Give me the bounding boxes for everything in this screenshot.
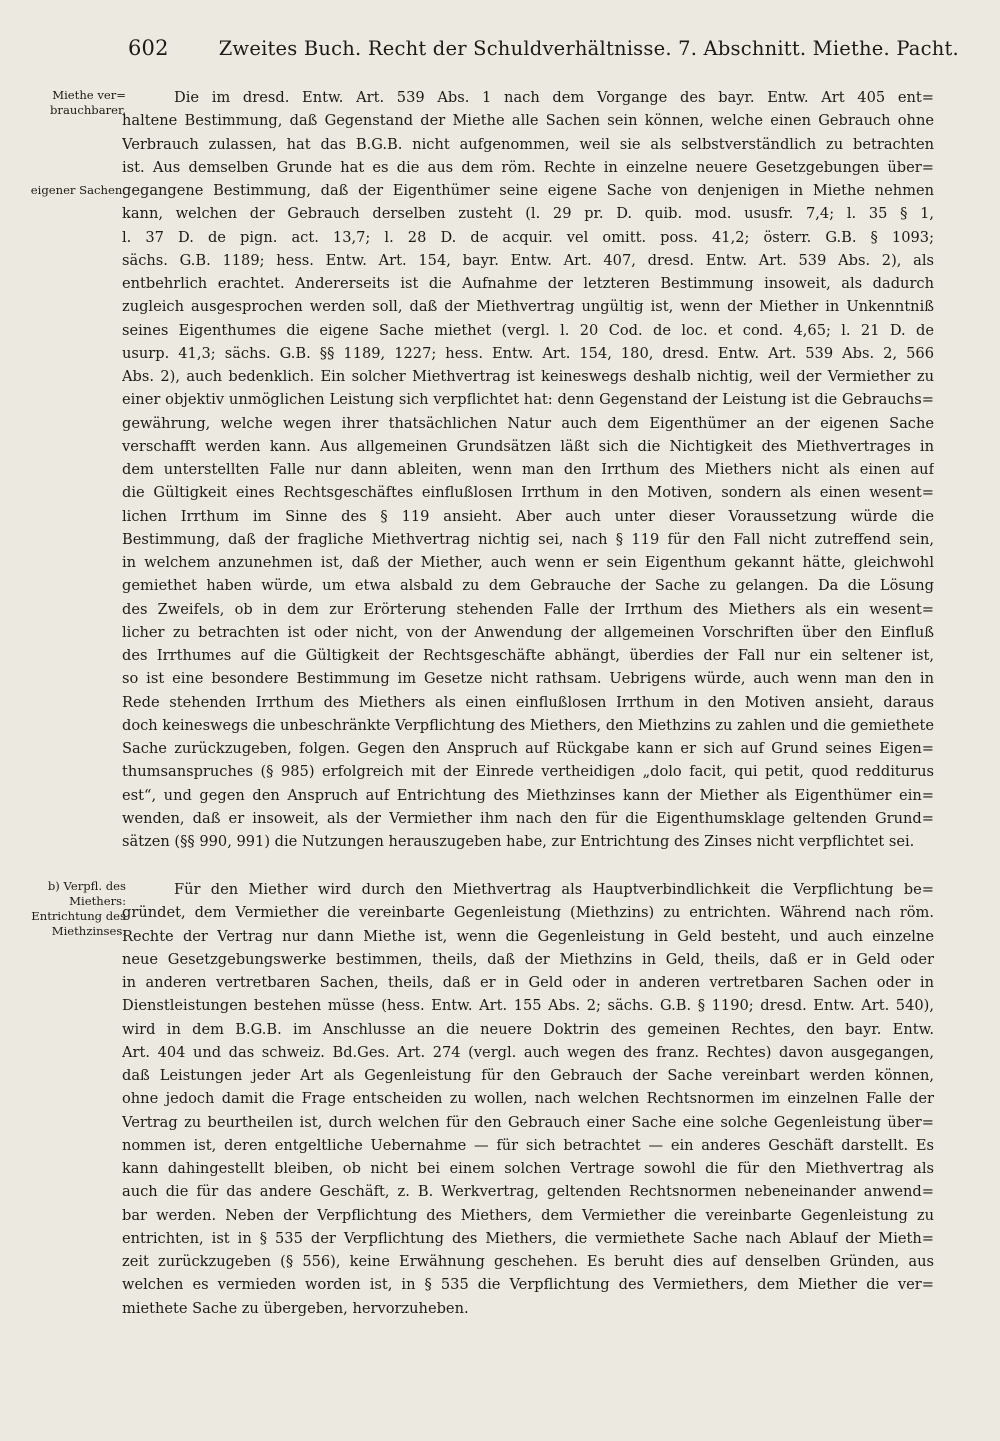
text-line: Rede stehenden Irrthum des Miethers als einen einflußlosen Irrthum in den Motiven ansieht, daraus bbox=[122, 693, 934, 711]
text-line: kann, welchen der Gebrauch derselben zusteht (l. 29 pr. D. quib. mod. ususfr. 7,4; l. 35 § 1, bbox=[122, 205, 934, 223]
text-line: usurp. 41,3; sächs. G.B. §§ 1189, 1227; hess. Entw. Art. 154, 180, dresd. Entw. Art. 539 Abs. 2, 566 bbox=[122, 344, 934, 362]
text-line: kann dahingestellt bleiben, ob nicht bei einem solchen Vertrage sowohl die für den Miethvertrag als bbox=[122, 1160, 934, 1177]
text-line: Dienstleistungen bestehen müsse (hess. Entw. Art. 155 Abs. 2; sächs. G.B. § 1190; dresd. Entw. Art. 540), bbox=[122, 997, 934, 1015]
paragraph bbox=[122, 86, 934, 853]
margin-note bbox=[6, 88, 126, 118]
text-line: gewährung, welche wegen ihrer thatsächlichen Natur auch dem Eigenthümer an der eigenen Sache bbox=[122, 414, 934, 432]
text-line: entrichten, ist in § 535 der Verpflichtung des Miethers, die vermiethete Sache nach Ablauf der Mieth= bbox=[122, 1229, 934, 1247]
text-line: est“, und gegen den Anspruch auf Entrichtung des Miethzinses kann der Miether als Eigenthümer ein= bbox=[122, 786, 934, 804]
text-line: Art. 404 und das schweiz. Bd.Ges. Art. 274 (vergl. auch wegen des franz. Rechtes) davon ausgegangen, bbox=[122, 1043, 934, 1061]
text-line: auch die für das andere Geschäft, z. B. Werkvertrag, geltenden Rechtsnormen nebeneinander anwend= bbox=[122, 1183, 934, 1201]
text-line: entbehrlich erachtet. Andererseits ist die Aufnahme der letzteren Bestimmung insoweit, als dadurch bbox=[122, 275, 934, 292]
margin-note-line: eigener Sachen. bbox=[30, 183, 126, 197]
margin-note-line: Entrichtung des bbox=[31, 909, 126, 923]
text-line: l. 37 D. de pign. act. 13,7; l. 28 D. de acquir. vel omitt. poss. 41,2; österr. G.B. § 1093; bbox=[122, 228, 934, 246]
text-line: wird in dem B.G.B. im Anschlusse an die neuere Doktrin des gemeinen Rechtes, den bayr. Entw. bbox=[122, 1020, 934, 1038]
running-title: Zweites Buch. Recht der Schuldverhältnisse. 7. Abschnitt. Miethe. Pacht. bbox=[218, 37, 959, 60]
text-line: Verbrauch zulassen, hat das B.G.B. nicht aufgenommen, weil sie als selbstverständlich zu betrachten bbox=[122, 135, 934, 153]
page-header bbox=[128, 36, 959, 60]
margin-note-line: Miethe ver= bbox=[52, 88, 126, 102]
text-line: gründet, dem Vermiether die vereinbarte Gegenleistung (Miethzins) zu entrichten. Während nach röm. bbox=[122, 904, 934, 922]
text-line: ohne jedoch damit die Frage entscheiden zu wollen, nach welchen Rechtsnormen im einzelnen Falle der bbox=[122, 1090, 934, 1108]
text-line: seines Eigenthumes die eigene Sache miethet (vergl. l. 20 Cod. de loc. et cond. 4,65; l. 21 D. de bbox=[122, 321, 934, 339]
text-line: lichen Irrthum im Sinne des § 119 ansieht. Aber auch unter dieser Voraussetzung würde die bbox=[122, 507, 934, 525]
text-line: welchen es vermieden worden ist, in § 535 die Verpflichtung des Vermiethers, dem Miether die ver= bbox=[122, 1276, 934, 1294]
text-line: doch keineswegs die unbeschränkte Verpflichtung des Miethers, den Miethzins zu zahlen und die gemiethete bbox=[122, 716, 934, 734]
text-line: bar werden. Neben der Verpflichtung des Miethers, dem Vermiether die vereinbarte Gegenleistung zu bbox=[122, 1206, 934, 1224]
text-line: gemiethet haben würde, um etwa alsbald zu dem Gebrauche der Sache zu gelangen. Da die Lösung bbox=[122, 577, 934, 595]
text-line: Rechte der Vertrag nur dann Miethe ist, wenn die Gegenleistung in Geld besteht, und auch einzelne bbox=[122, 927, 934, 945]
text-line: so ist eine besondere Bestimmung im Gesetze nicht rathsam. Uebrigens würde, auch wenn man den in bbox=[122, 670, 934, 688]
text-line: des Zweifels, ob in dem zur Erörterung stehenden Falle der Irrthum des Miethers als ein wesent= bbox=[122, 600, 934, 618]
text-line: Vertrag zu beurtheilen ist, durch welchen für den Gebrauch einer Sache eine solche Gegenleistung über= bbox=[122, 1113, 934, 1131]
text-line: haltene Bestimmung, daß Gegenstand der Miethe alle Sachen sein können, welche einen Gebrauch ohne bbox=[122, 112, 934, 130]
text-line: des Irrthumes auf die Gültigkeit der Rechtsgeschäfte abhängt, überdies der Fall nur ein seltener ist, bbox=[122, 647, 934, 664]
text-line: Bestimmung, daß der fragliche Miethvertrag nichtig sei, nach § 119 für den Fall nicht zutreffend sein, bbox=[122, 530, 934, 548]
text-line: daß Leistungen jeder Art als Gegenleistung für den Gebrauch der Sache vereinbart werden können, bbox=[122, 1067, 934, 1084]
text-line: Sache zurückzugeben, folgen. Gegen den Anspruch auf Rückgabe kann er sich auf Grund seines Eigen= bbox=[122, 740, 934, 757]
text-line: gegangene Bestimmung, daß der Eigenthümer seine eigene Sache von denjenigen in Miethe nehmen bbox=[122, 182, 934, 199]
text-line: thumsanspruches (§ 985) erfolgreich mit der Einrede vertheidigen „dolo facit, qui petit, quod redditurus bbox=[122, 763, 934, 781]
text-line: miethete Sache zu übergeben, hervorzuheben. bbox=[122, 1299, 469, 1317]
paragraph bbox=[122, 878, 934, 1320]
text-line: zeit zurückzugeben (§ 556), keine Erwähnung geschehen. Es beruht dies auf denselben Gründen, aus bbox=[122, 1253, 934, 1270]
margin-note-line: b) Verpfl. des bbox=[47, 879, 126, 893]
text-line: wenden, daß er insoweit, als der Vermiether ihm nach den für die Eigenthumsklage geltenden Grund= bbox=[122, 809, 934, 827]
page-number: 602 bbox=[128, 36, 169, 60]
text-line: nommen ist, deren entgeltliche Uebernahme — für sich betrachtet — ein anderes Geschäft darstellt. Es bbox=[122, 1136, 934, 1154]
text-line: in welchem anzunehmen ist, daß der Miether, auch wenn er sein Eigenthum gekannt hätte, gleichwohl bbox=[122, 554, 934, 571]
text-line: sächs. G.B. 1189; hess. Entw. Art. 154, bayr. Entw. Art. 407, dresd. Entw. Art. 539 Abs. 2), als bbox=[122, 251, 934, 269]
text-line: sätzen (§§ 990, 991) die Nutzungen herauszugeben habe, zur Entrichtung des Zinses nicht verpflichtet sei. bbox=[122, 833, 915, 850]
text-line: licher zu betrachten ist oder nicht, von der Anwendung der allgemeinen Vorschriften über den Einfluß bbox=[122, 623, 934, 641]
margin-note-line: Miethers: bbox=[69, 894, 126, 908]
text-line: Abs. 2), auch bedenklich. Ein solcher Miethvertrag ist keineswegs deshalb nichtig, weil der Vermiether zu bbox=[122, 368, 934, 385]
text-line: Die im dresd. Entw. Art. 539 Abs. 1 nach dem Vorgange des bayr. Entw. Art 405 ent= bbox=[174, 89, 934, 106]
text-line: in anderen vertretbaren Sachen, theils, daß er in Geld oder in anderen vertretbaren Sachen oder in bbox=[122, 974, 934, 991]
text-line: neue Gesetzgebungswerke bestimmen, theils, daß der Miethzins in Geld, theils, daß er in Geld oder bbox=[122, 950, 934, 968]
text-line: einer objektiv unmöglichen Leistung sich verpflichtet hat: denn Gegenstand der Leistung ist die Gebrauchs= bbox=[122, 391, 934, 409]
text-line: dem unterstellten Falle nur dann ableiten, wenn man den Irrthum des Miethers nicht als einen auf bbox=[122, 461, 934, 478]
text-line: Für den Miether wird durch den Miethvertrag als Hauptverbindlichkeit die Verpflichtung be= bbox=[174, 881, 934, 898]
text-line: ist. Aus demselben Grunde hat es die aus dem röm. Rechte in einzelne neuere Gesetzgebungen über= bbox=[122, 158, 934, 176]
text-line: die Gültigkeit eines Rechtsgeschäftes einflußlosen Irrthum in den Motiven, sondern als einen wesent= bbox=[122, 484, 934, 502]
margin-note-line: Miethzinses. bbox=[51, 924, 126, 938]
margin-note-line: brauchbarer, bbox=[50, 103, 126, 117]
text-line: verschafft werden kann. Aus allgemeinen Grundsätzen läßt sich die Nichtigkeit des Miethvertrages in bbox=[122, 437, 934, 455]
text-line: zugleich ausgesprochen werden soll, daß der Miethvertrag ungültig ist, wenn der Miether in Unkenntniß bbox=[122, 298, 934, 316]
margin-note bbox=[6, 879, 126, 939]
margin-note bbox=[6, 183, 126, 198]
